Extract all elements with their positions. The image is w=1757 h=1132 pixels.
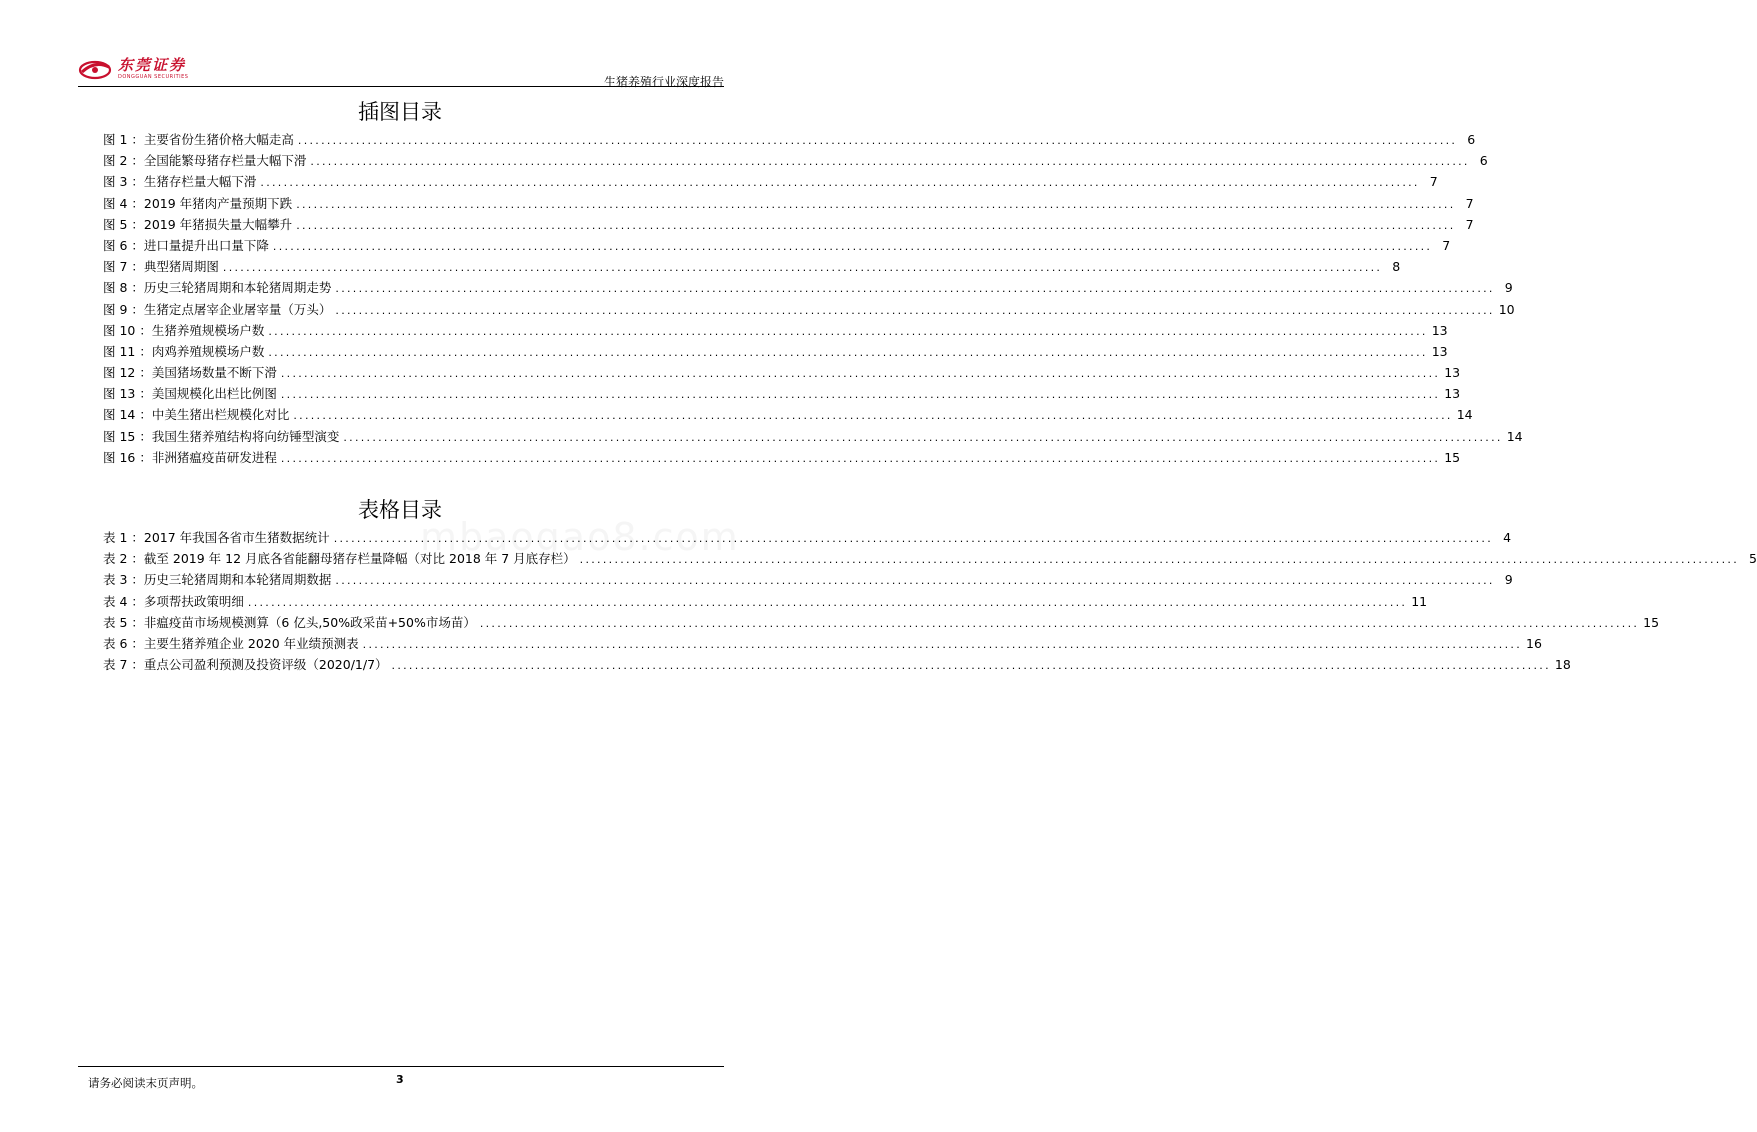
toc-entry-label: 图 3 ：生猪存栏量大幅下滑 xyxy=(103,174,257,190)
toc-entry-label: 表 7 ：重点公司盈利预测及投资评级（2020/1/7） xyxy=(103,657,388,673)
toc-entry-label: 图 4 ：2019 年猪肉产量预期下跌 xyxy=(103,195,293,211)
toc-entry-page: 13 xyxy=(1431,322,1448,338)
toc-leader-dots: ........................................................................................................................................................................................................ xyxy=(247,595,1408,609)
toc-entry-page: 6 xyxy=(1467,132,1476,147)
logo-swoosh-icon xyxy=(78,58,112,80)
toc-leader-dots: ........................................................................................................................................................................................................ xyxy=(293,409,1453,423)
toc-entry-page: 11 xyxy=(1411,593,1428,609)
toc-entry-label: 图 6 ：进口量提升出口量下降 xyxy=(103,237,269,253)
toc-entry[interactable] xyxy=(103,236,1451,257)
toc-entry-label: 表 1 ：2017 年我国各省市生猪数据统计 xyxy=(103,530,330,545)
header-divider xyxy=(78,86,724,87)
toc-entry[interactable] xyxy=(103,363,1461,384)
toc-leader-dots: ........................................................................................................................................................................................................ xyxy=(333,532,1494,545)
toc-entry[interactable] xyxy=(103,448,1461,469)
toc-entry-page: 14 xyxy=(1456,407,1473,423)
toc-entry-page: 13 xyxy=(1444,365,1461,381)
toc-entry-page: 9 xyxy=(1504,280,1513,296)
toc-entry-label: 图 15 ：我国生猪养殖结构将向纺锤型演变 xyxy=(103,428,340,444)
toc-leader-dots: ........................................................................................................................................................................................................ xyxy=(260,176,1420,190)
toc-entry[interactable] xyxy=(103,634,1542,655)
company-logo xyxy=(78,58,188,80)
toc-entry-label: 图 1 ：主要省份生猪价格大幅走高 xyxy=(103,132,294,147)
toc-entry-label: 图 13 ：美国规模化出栏比例图 xyxy=(103,386,277,402)
toc-entry-page: 8 xyxy=(1392,259,1401,275)
toc-entry[interactable] xyxy=(103,130,1476,151)
figures-section-title: 插图目录 xyxy=(358,100,442,124)
toc-entry-label: 图 5 ：2019 年猪损失量大幅攀升 xyxy=(103,216,293,232)
disclaimer-note: 请务必阅读末页声明。 xyxy=(88,1076,203,1090)
report-title: 生猪养殖行业深度报告 xyxy=(603,75,724,89)
toc-leader-dots: ........................................................................................................................................................................................................ xyxy=(272,239,1433,253)
toc-entry-label: 图 11 ：肉鸡养殖规模场户数 xyxy=(103,343,265,359)
toc-entry-label: 图 10 ：生猪养殖规模场户数 xyxy=(103,322,265,338)
toc-leader-dots: ........................................................................................................................................................................................................ xyxy=(280,367,1441,381)
toc-entry-page: 4 xyxy=(1503,530,1512,545)
toc-entry[interactable] xyxy=(103,278,1513,299)
toc-entry-page: 15 xyxy=(1643,614,1660,630)
toc-leader-dots: ........................................................................................................................................................................................................ xyxy=(296,218,1456,232)
toc-entry-label: 表 4 ：多项帮扶政策明细 xyxy=(103,593,244,609)
toc-entry-page: 7 xyxy=(1465,216,1474,232)
toc-entry[interactable] xyxy=(103,194,1474,215)
logo-chinese-name: 东莞证券 xyxy=(118,56,187,74)
toc-entry-page: 7 xyxy=(1465,195,1474,211)
tables-section-title: 表格目录 xyxy=(358,498,442,522)
toc-entry-page: 7 xyxy=(1442,237,1451,253)
toc-entry-label: 图 14 ：中美生猪出栏规模化对比 xyxy=(103,407,290,423)
toc-leader-dots: ........................................................................................................................................................................................................ xyxy=(280,451,1441,465)
toc-leader-dots: ........................................................................................................................................................................................................ xyxy=(335,282,1495,296)
toc-entry-page: 13 xyxy=(1431,343,1448,359)
toc-leader-dots: ........................................................................................................................................................................................................ xyxy=(268,324,1428,338)
toc-entry[interactable] xyxy=(103,257,1401,278)
toc-leader-dots: ........................................................................................................................................................................................................ xyxy=(335,574,1495,588)
toc-entry[interactable] xyxy=(103,151,1488,172)
toc-entry-page: 16 xyxy=(1526,635,1542,651)
toc-entry-page: 7 xyxy=(1429,174,1438,190)
toc-entry-label: 图 12 ：美国猪场数量不断下滑 xyxy=(103,365,277,381)
toc-entry-page: 15 xyxy=(1444,449,1461,465)
watermark: mbaogao8.com xyxy=(420,515,740,559)
toc-leader-dots: ........................................................................................................................................................................................................ xyxy=(579,553,1739,567)
toc-entry-label: 表 6 ：主要生猪养殖企业 2020 年业绩预测表 xyxy=(103,635,359,651)
toc-entry-label: 表 5 ：非瘟疫苗市场规模测算（6 亿头,50%政采苗+50%市场苗） xyxy=(103,614,476,630)
footer-divider xyxy=(78,1066,724,1067)
figures-toc-list xyxy=(103,130,1523,469)
toc-entry[interactable] xyxy=(103,405,1473,426)
toc-entry-page: 9 xyxy=(1504,572,1513,588)
toc-entry-label: 图 16 ：非洲猪瘟疫苗研发进程 xyxy=(103,449,277,465)
toc-leader-dots: ........................................................................................................................................................................................................ xyxy=(268,345,1428,359)
toc-leader-dots: ........................................................................................................................................................................................................ xyxy=(479,616,1640,630)
toc-entry[interactable] xyxy=(103,342,1448,363)
toc-entry[interactable] xyxy=(103,427,1523,448)
toc-entry-page: 18 xyxy=(1554,657,1571,673)
toc-entry[interactable] xyxy=(103,655,1571,676)
toc-entry-label: 图 7 ：典型猪周期图 xyxy=(103,259,219,275)
toc-entry-page: 14 xyxy=(1506,428,1523,444)
logo-english-name: DONGGUAN SECURITIES xyxy=(118,74,189,80)
toc-entry-page: 10 xyxy=(1498,301,1515,317)
toc-entry-label: 图 2 ：全国能繁母猪存栏量大幅下滑 xyxy=(103,153,307,169)
page-header xyxy=(78,58,724,88)
toc-entry-page: 13 xyxy=(1444,386,1461,402)
toc-entry[interactable] xyxy=(103,613,1660,634)
toc-entry[interactable] xyxy=(103,592,1428,613)
toc-entry-label: 表 2 ：截至 2019 年 12 月底各省能翻母猪存栏量降幅（对比 2018 年 7 月底存栏） xyxy=(103,551,576,567)
toc-entry[interactable] xyxy=(103,384,1461,405)
toc-entry-page: 6 xyxy=(1479,153,1488,169)
toc-entry[interactable] xyxy=(103,570,1513,591)
toc-leader-dots: ........................................................................................................................................................................................................ xyxy=(280,388,1441,402)
toc-leader-dots: ........................................................................................................................................................................................................ xyxy=(310,155,1470,169)
toc-entry-label: 表 3 ：历史三轮猪周期和本轮猪周期数据 xyxy=(103,572,332,588)
toc-entry-label: 图 9 ：生猪定点屠宰企业屠宰量（万头） xyxy=(103,301,332,317)
toc-leader-dots: ........................................................................................................................................................................................................ xyxy=(343,430,1503,444)
toc-entry[interactable] xyxy=(103,215,1474,236)
toc-entry[interactable] xyxy=(103,300,1515,321)
toc-leader-dots: ........................................................................................................................................................................................................ xyxy=(297,134,1458,147)
toc-entry-label: 图 8 ：历史三轮猪周期和本轮猪周期走势 xyxy=(103,280,332,296)
toc-leader-dots: ........................................................................................................................................................................................................ xyxy=(362,637,1522,651)
toc-leader-dots: ........................................................................................................................................................................................................ xyxy=(296,197,1456,211)
toc-leader-dots: ........................................................................................................................................................................................................ xyxy=(335,303,1495,317)
toc-leader-dots: ........................................................................................................................................................................................................ xyxy=(391,659,1551,673)
page-number: 3 xyxy=(396,1073,404,1086)
toc-entry[interactable] xyxy=(103,321,1448,342)
toc-entry[interactable] xyxy=(103,172,1438,193)
toc-entry-page: 5 xyxy=(1749,551,1757,567)
toc-leader-dots: ........................................................................................................................................................................................................ xyxy=(222,261,1383,275)
